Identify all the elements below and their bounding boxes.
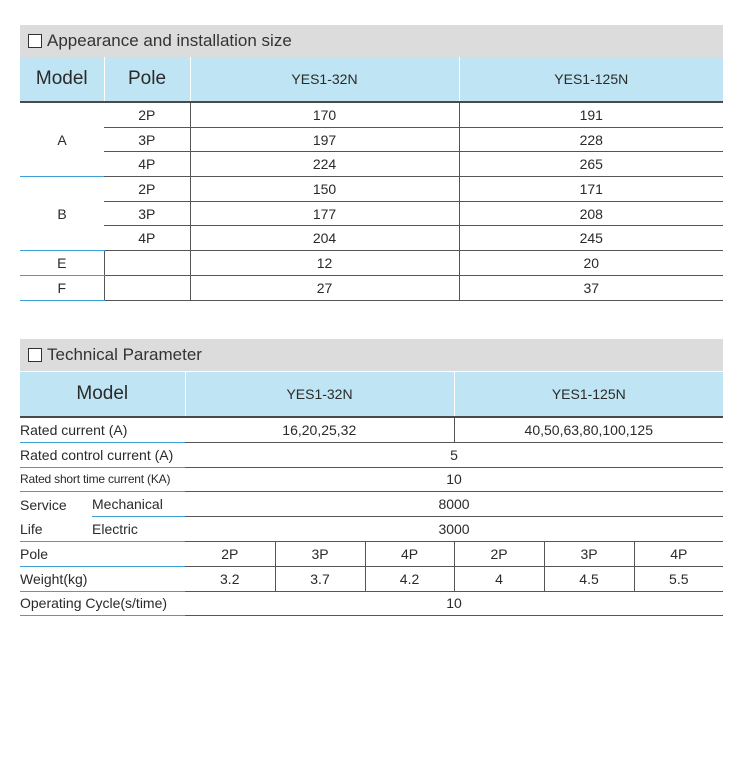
value-cell: 204 — [190, 226, 459, 251]
weight-value: 3.7 — [275, 566, 365, 591]
pole-value: 3P — [275, 541, 365, 566]
pole-cell: 2P — [104, 177, 190, 202]
pole-label: Pole — [20, 541, 185, 566]
electric-life-value: 3000 — [185, 517, 723, 542]
model-cell: E — [20, 251, 104, 276]
tech-section-title: Technical Parameter — [47, 345, 202, 364]
table-row — [20, 201, 723, 226]
technical-parameter-table — [20, 372, 723, 616]
table-row — [20, 127, 723, 152]
value-cell: 197 — [190, 127, 459, 152]
value-cell: 208 — [459, 201, 723, 226]
table-row — [20, 177, 723, 202]
rated-control-current-label: Rated control current (A) — [20, 442, 185, 467]
service-label: Service — [20, 496, 67, 513]
value-cell: 150 — [190, 177, 459, 202]
mechanical-life-value: 8000 — [185, 492, 723, 517]
table-row — [20, 566, 723, 591]
table-header-row — [20, 57, 723, 102]
operating-cycle-label: Operating Cycle(s/time) — [20, 591, 185, 616]
table-row — [20, 226, 723, 251]
table-row — [20, 541, 723, 566]
value-cell: 191 — [459, 102, 723, 127]
value-cell: 171 — [459, 177, 723, 202]
weight-value: 4 — [454, 566, 544, 591]
weight-label: Weight(kg) — [20, 566, 185, 591]
pole-cell: 3P — [104, 201, 190, 226]
table-row — [20, 275, 723, 300]
value-cell: 228 — [459, 127, 723, 152]
table-row — [20, 251, 723, 276]
pole-value: 4P — [634, 541, 723, 566]
mechanical-label: Mechanical — [92, 492, 185, 517]
size-section-title: Appearance and installation size — [47, 31, 292, 50]
value-cell: 224 — [190, 152, 459, 177]
value-cell: 245 — [459, 226, 723, 251]
header-yes1-125n: YES1-125N — [454, 372, 723, 417]
header-pole: Pole — [104, 57, 190, 102]
header-model: Model — [20, 57, 104, 102]
checkbox-icon — [28, 34, 42, 48]
table-row — [20, 102, 723, 127]
installation-size-table — [20, 57, 723, 301]
table-header-row — [20, 372, 723, 417]
table-row — [20, 591, 723, 616]
size-section-header — [20, 25, 723, 57]
rated-short-time-current-label: Rated short time current (KA) — [20, 467, 185, 492]
table-row — [20, 442, 723, 467]
value-cell: 12 — [190, 251, 459, 276]
pole-cell — [104, 251, 190, 276]
pole-cell: 3P — [104, 127, 190, 152]
pole-value: 2P — [185, 541, 275, 566]
rated-current-125n: 40,50,63,80,100,125 — [454, 417, 723, 442]
value-cell: 37 — [459, 275, 723, 300]
value-cell: 177 — [190, 201, 459, 226]
table-row — [20, 517, 723, 542]
value-cell: 27 — [190, 275, 459, 300]
header-model: Model — [20, 372, 185, 417]
header-yes1-32n: YES1-32N — [185, 372, 454, 417]
pole-value: 2P — [454, 541, 544, 566]
pole-cell: 2P — [104, 102, 190, 127]
electric-label: Electric — [92, 517, 185, 542]
operating-cycle-value: 10 — [185, 591, 723, 616]
table-row — [20, 492, 723, 517]
value-cell: 20 — [459, 251, 723, 276]
pole-cell — [104, 275, 190, 300]
weight-value: 4.2 — [365, 566, 454, 591]
checkbox-icon — [28, 348, 42, 362]
tech-section-header — [20, 339, 723, 371]
rated-current-32n: 16,20,25,32 — [185, 417, 454, 442]
weight-value: 5.5 — [634, 566, 723, 591]
table-row — [20, 152, 723, 177]
weight-value: 3.2 — [185, 566, 275, 591]
rated-control-current-value: 5 — [185, 442, 723, 467]
header-yes1-125n: YES1-125N — [459, 57, 723, 102]
pole-cell: 4P — [104, 226, 190, 251]
model-cell: F — [20, 275, 104, 300]
pole-value: 3P — [544, 541, 634, 566]
life-label: Life — [20, 517, 92, 542]
model-cell: B — [20, 177, 104, 251]
value-cell: 170 — [190, 102, 459, 127]
rated-current-label: Rated current (A) — [20, 417, 185, 442]
table-row — [20, 417, 723, 442]
table-row — [20, 467, 723, 492]
pole-cell: 4P — [104, 152, 190, 177]
value-cell: 265 — [459, 152, 723, 177]
pole-value: 4P — [365, 541, 454, 566]
weight-value: 4.5 — [544, 566, 634, 591]
rated-short-time-current-value: 10 — [185, 467, 723, 492]
header-yes1-32n: YES1-32N — [190, 57, 459, 102]
model-cell: A — [20, 102, 104, 177]
